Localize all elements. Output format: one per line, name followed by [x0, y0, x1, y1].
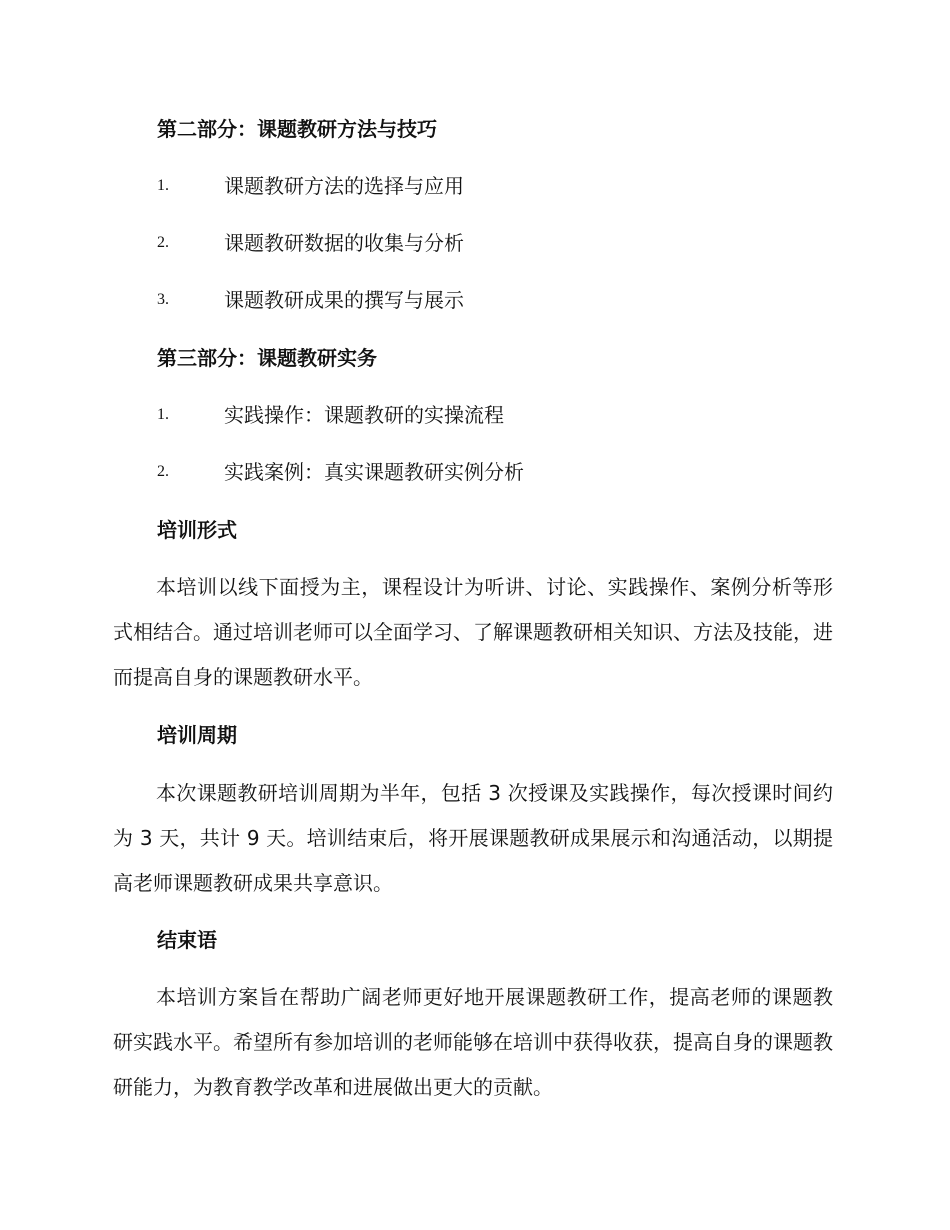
- list-text: 课题教研数据的收集与分析: [224, 231, 464, 255]
- format-paragraph: 本培训以线下面授为主，课程设计为听讲、讨论、实践操作、案例分析等形式相结合。通过培训老师可以全面学习、了解课题教研相关知识、方法及技能，进而提高自身的课题教研水平。: [113, 575, 833, 689]
- list-number: 2.: [157, 234, 169, 251]
- list-number: 1.: [157, 406, 169, 423]
- part3-heading: 第三部分：课题教研实务: [157, 346, 377, 370]
- list-text: 实践案例：真实课题教研实例分析: [224, 460, 524, 484]
- part2-heading: 第二部分：课题教研方法与技巧: [157, 117, 437, 141]
- list-text: 课题教研方法的选择与应用: [224, 174, 464, 198]
- list-number: 3.: [157, 291, 169, 308]
- list-text: 课题教研成果的撰写与展示: [224, 288, 464, 312]
- conclusion-paragraph: 本培训方案旨在帮助广阔老师更好地开展课题教研工作，提高老师的课题教研实践水平。希望所有参加培训的老师能够在培训中获得收获，提高自身的课题教研能力，为教育教学改革和进展做出更大的贡献。: [113, 985, 833, 1099]
- list-text: 实践操作：课题教研的实操流程: [224, 403, 504, 427]
- period-heading: 培训周期: [157, 723, 237, 747]
- conclusion-heading: 结束语: [157, 928, 217, 952]
- period-paragraph: 本次课题教研培训周期为半年，包括 3 次授课及实践操作，每次授课时间约为 3 天，共计 9 天。培训结束后，将开展课题教研成果展示和沟通活动，以期提高老师课题教研成果共享意识。: [113, 781, 833, 895]
- list-number: 2.: [157, 463, 169, 480]
- list-number: 1.: [157, 177, 169, 194]
- format-heading: 培训形式: [157, 518, 237, 542]
